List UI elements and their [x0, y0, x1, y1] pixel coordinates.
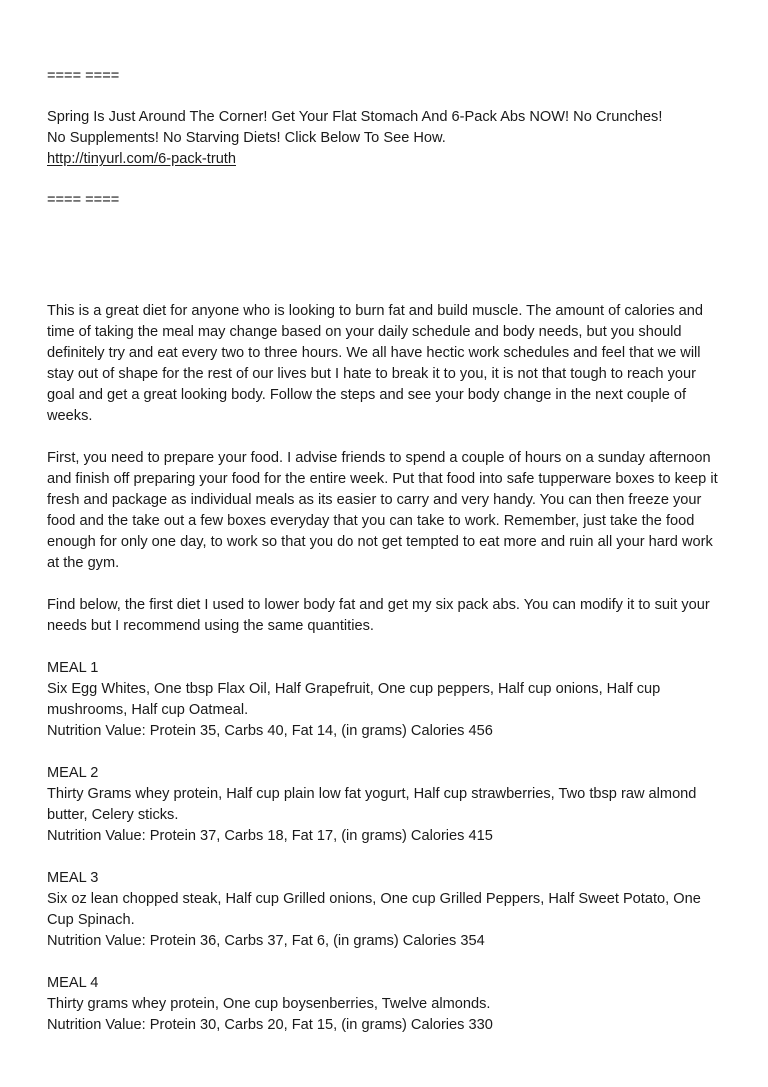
preparation-paragraph: First, you need to prepare your food. I advise friends to spend a couple of hours on a sunday afternoon and finish off preparing your food for the entire week. Put that food into safe tupperware boxes to keep it fresh and package as individual meals as its easier to carry and very handy. You can then freeze your food and the take out a few boxes everyday that you can take to work. Remember, just take the food enough for only one day, to work so that you do not get tempted to eat more and ruin all your hard work at the gym. — [47, 450, 718, 571]
meal-nutrition: Nutrition Value: Protein 36, Carbs 37, Fat 6, (in grams) Calories 354 — [47, 933, 485, 949]
meal-block — [47, 763, 727, 847]
meal-title: MEAL 3 — [47, 870, 99, 886]
separator-top: ==== ==== — [47, 68, 120, 84]
meal-block — [47, 658, 727, 742]
promo-line-2: No Supplements! No Starving Diets! Click Below To See How. — [47, 130, 446, 146]
meal-foods: Six Egg Whites, One tbsp Flax Oil, Half Grapefruit, One cup peppers, Half cup onions, Half cup mushrooms, Half cup Oatmeal. — [47, 681, 661, 718]
meal-foods: Six oz lean chopped steak, Half cup Grilled onions, One cup Grilled Peppers, Half Sweet Potato, One Cup Spinach. — [47, 891, 701, 928]
document-body — [47, 66, 727, 1036]
meal-foods: Thirty Grams whey protein, Half cup plain low fat yogurt, Half cup strawberries, Two tbsp raw almond butter, Celery sticks. — [47, 786, 697, 823]
promo-line-1: Spring Is Just Around The Corner! Get Your Flat Stomach And 6-Pack Abs NOW! No Crunches! — [47, 109, 663, 125]
meal-foods: Thirty grams whey protein, One cup boysenberries, Twelve almonds. — [47, 996, 491, 1012]
intro-paragraph: This is a great diet for anyone who is looking to burn fat and build muscle. The amount of calories and time of taking the meal may change based on your daily schedule and body needs, but you should definitely try and eat every two to three hours. We all have hectic work schedules and feel that we will stay out of shape for the rest of our lives but I hate to break it to you, it is not that tough to reach your goal and get a great looking body. Follow the steps and see your body change in the next couple of weeks. — [47, 303, 704, 424]
meal-block — [47, 868, 727, 952]
meal-title: MEAL 1 — [47, 660, 99, 676]
meal-nutrition: Nutrition Value: Protein 30, Carbs 20, Fat 15, (in grams) Calories 330 — [47, 1017, 493, 1033]
meal-title: MEAL 4 — [47, 975, 99, 991]
meal-title: MEAL 2 — [47, 765, 99, 781]
diet-intro-paragraph: Find below, the first diet I used to lower body fat and get my six pack abs. You can modify it to suit your needs but I recommend using the same quantities. — [47, 597, 710, 634]
meal-nutrition: Nutrition Value: Protein 35, Carbs 40, Fat 14, (in grams) Calories 456 — [47, 723, 493, 739]
separator-bottom: ==== ==== — [47, 192, 120, 208]
meal-nutrition: Nutrition Value: Protein 37, Carbs 18, Fat 17, (in grams) Calories 415 — [47, 828, 493, 844]
promo-link[interactable]: http://tinyurl.com/6-pack-truth — [47, 151, 236, 167]
meal-block — [47, 973, 727, 1036]
